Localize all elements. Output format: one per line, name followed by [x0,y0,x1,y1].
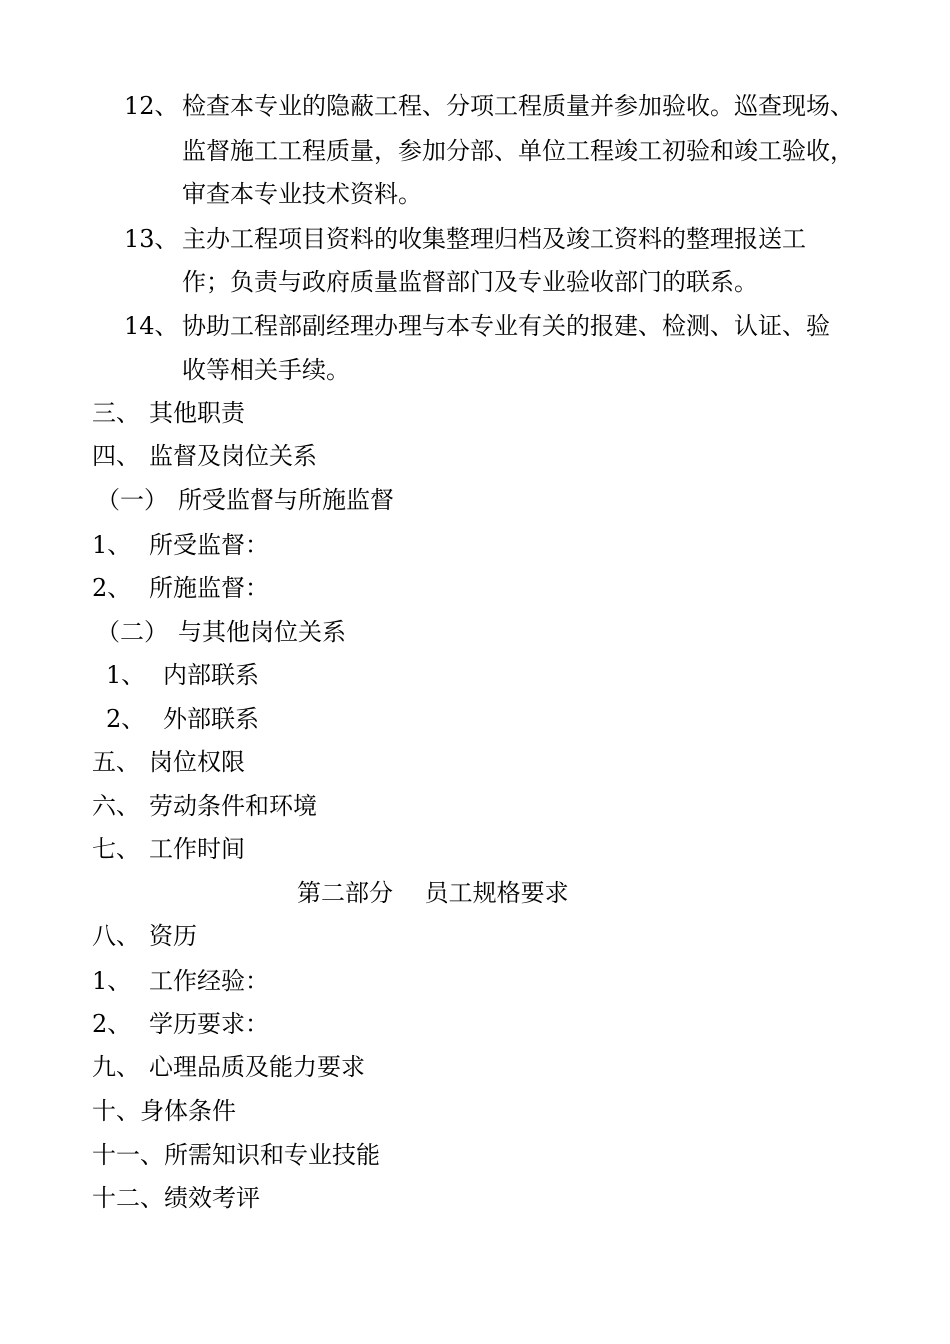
section-title: 监督及岗位关系 [149,442,317,470]
section-number: 三、 [92,399,140,427]
subsection-number: （一） [96,486,168,514]
section-11-heading [92,1140,380,1170]
section-7-heading [92,834,245,864]
section-4-heading [92,441,317,471]
item-4-1-1 [92,530,269,560]
subsection-title: 所受监督与所施监督 [178,486,394,514]
section-9-heading [92,1052,365,1082]
section-10-heading [92,1096,236,1126]
section-title: 工作时间 [149,835,245,863]
item-14-line-2 [182,355,350,385]
section-5-heading [92,747,245,777]
item-8-2 [92,1009,269,1039]
item-number: 13、 [124,225,179,253]
item-8-1 [92,966,269,996]
item-12-line-3 [182,179,422,209]
item-number: 12、 [124,92,179,120]
section-8-heading [92,921,197,951]
item-number: 2、 [92,574,132,602]
item-number: 1、 [106,661,146,689]
item-text: 学历要求： [149,1010,269,1038]
item-number: 1、 [92,531,132,559]
item-13-line-2 [182,267,758,297]
item-number: 2、 [106,705,146,733]
section-title: 十一、所需知识和专业技能 [92,1141,380,1169]
section-number: 四、 [92,442,140,470]
subsection-4-2-heading [96,617,346,647]
section-12-heading [92,1183,260,1213]
item-4-2-2 [106,704,259,734]
item-text: 协助工程部副经理办理与本专业有关的报建、检测、认证、验 [182,312,830,340]
item-14-line-1 [124,311,830,341]
section-number: 八、 [92,922,140,950]
item-text: 收等相关手续。 [182,356,350,384]
section-title: 十二、绩效考评 [92,1184,260,1212]
section-6-heading [92,791,317,821]
item-number: 2、 [92,1010,132,1038]
section-3-heading [92,398,245,428]
item-13-line-1 [124,224,806,254]
part-2-heading [297,878,569,908]
item-text: 检查本专业的隐蔽工程、分项工程质量并参加验收。巡查现场、 [182,92,854,120]
item-text: 内部联系 [163,661,259,689]
item-text: 审查本专业技术资料。 [182,180,422,208]
item-number: 1、 [92,967,132,995]
section-number: 九、 [92,1053,140,1081]
section-title: 十、身体条件 [92,1097,236,1125]
item-text: 所受监督： [149,531,269,559]
section-number: 六、 [92,792,140,820]
item-text: 外部联系 [163,705,259,733]
item-12-line-2 [182,136,854,166]
section-title: 岗位权限 [149,748,245,776]
subsection-number: （二） [96,618,168,646]
section-title: 心理品质及能力要求 [149,1053,365,1081]
item-4-2-1 [106,660,259,690]
item-number: 14、 [124,312,179,340]
subsection-title: 与其他岗位关系 [178,618,346,646]
section-title: 资历 [149,922,197,950]
section-number: 七、 [92,835,140,863]
section-number: 五、 [92,748,140,776]
section-title: 其他职责 [149,399,245,427]
item-text: 所施监督： [149,574,269,602]
item-text: 工作经验： [149,967,269,995]
item-12-line-1 [124,91,854,121]
part-title: 第二部分 员工规格要求 [297,879,569,907]
subsection-4-1-heading [96,485,394,515]
section-title: 劳动条件和环境 [149,792,317,820]
item-text: 作；负责与政府质量监督部门及专业验收部门的联系。 [182,268,758,296]
item-text: 主办工程项目资料的收集整理归档及竣工资料的整理报送工 [182,225,806,253]
item-4-1-2 [92,573,269,603]
item-text: 监督施工工程质量，参加分部、单位工程竣工初验和竣工验收， [182,137,854,165]
